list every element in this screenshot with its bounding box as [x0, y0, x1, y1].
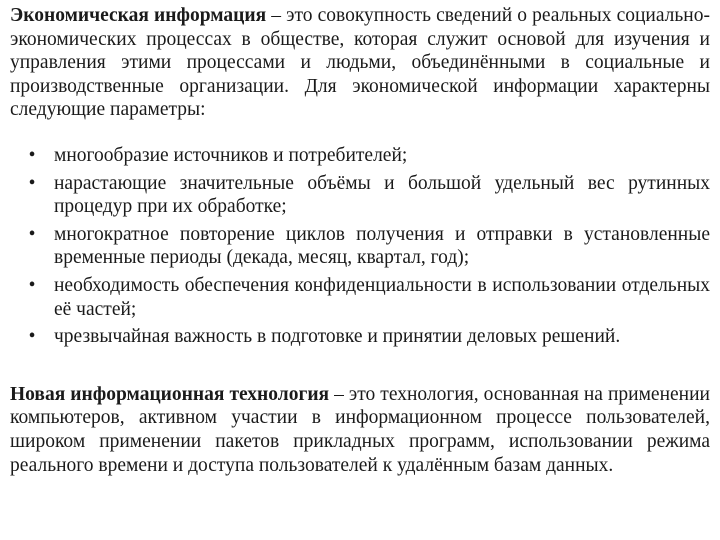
economic-info-definition: – это совокупность сведений о реальных социально-экономических процессах в обществе, которая служит основой для изучения и управления этими процессами и людьми, объединёнными в социальные и производственные организации. Для экономической информации характерны следующие параметры:: [10, 5, 710, 121]
list-item: [10, 172, 710, 219]
new-it-term: Новая информационная технология: [10, 383, 330, 405]
list-item: [10, 274, 710, 321]
list-item: [10, 144, 710, 168]
bullet-icon: •: [28, 274, 36, 296]
list-item-text: чрезвычайная важность в подготовке и принятии деловых решений.: [54, 326, 621, 348]
list-item-text: многократное повторение циклов получения и отправки в установленные временные периоды (декада, месяц, квартал, год);: [54, 223, 710, 269]
list-item-text: нарастающие значительные объёмы и большой удельный вес рутинных процедур при их обработке;: [54, 172, 710, 218]
list-item: [10, 223, 710, 270]
parameters-list: [10, 144, 710, 349]
document-page: [10, 4, 710, 477]
new-it-paragraph: [10, 383, 710, 477]
economic-info-paragraph: [10, 4, 710, 122]
bullet-icon: •: [28, 144, 36, 166]
new-it-definition: – это технология, основанная на применении компьютеров, активном участии в информационном процессе пользователей, широком применении пакетов прикладных программ, использовании режима реального времени и доступа пользователей к удалённым базам данных.: [10, 383, 710, 476]
bullet-icon: •: [28, 172, 36, 194]
bullet-icon: •: [28, 223, 36, 245]
bullet-icon: •: [28, 326, 36, 348]
economic-info-term: Экономическая информация: [10, 5, 267, 26]
list-item-text: многообразие источников и потребителей;: [54, 144, 408, 166]
list-item-text: необходимость обеспечения конфиденциальности в использовании отдельных её частей;: [54, 274, 710, 320]
list-item: [10, 325, 710, 349]
